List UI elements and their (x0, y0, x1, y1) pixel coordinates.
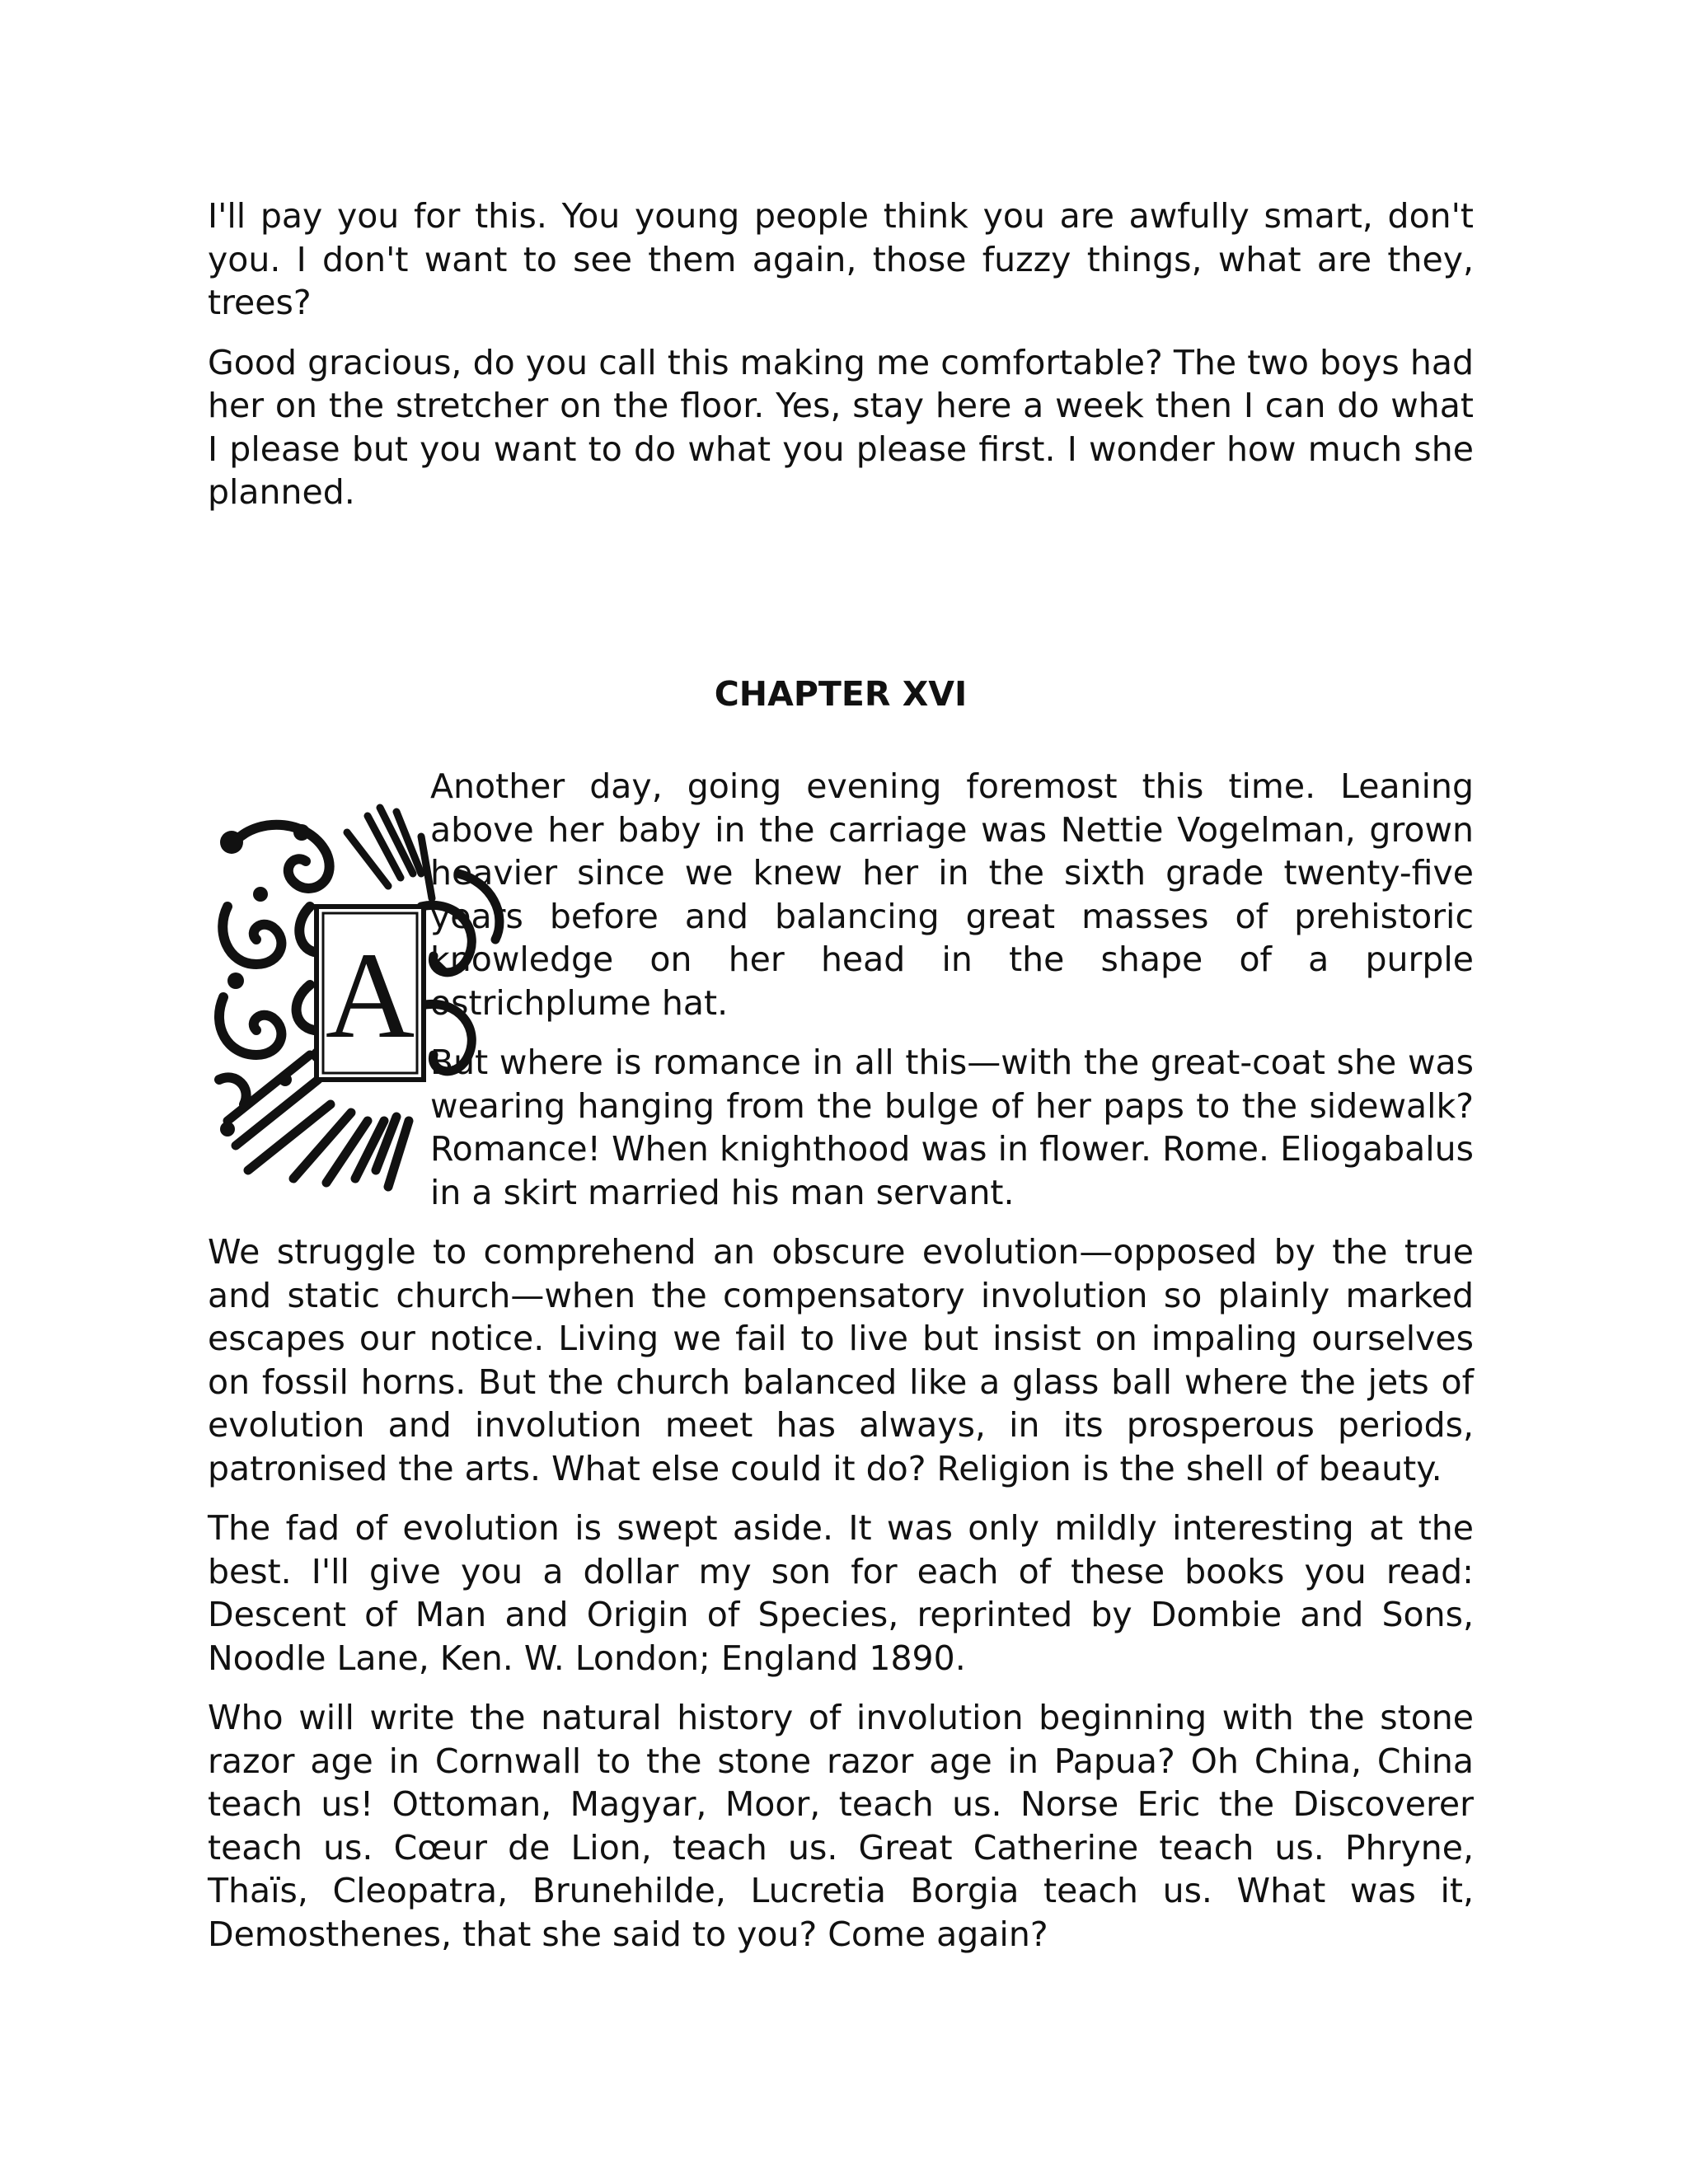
paragraph: I'll pay you for this. You young people think you are awfully smart, don't you. I don't want to see them again, those fuzzy things, what are they, trees? (208, 196, 1474, 322)
continued-text (208, 194, 1474, 514)
paragraph: Who will write the natural history of involution beginning with the stone razor age in Cornwall to the stone razor age in Papua? Oh China, China teach us! Ottoman, Magyar, Moor, teach us. Norse Eric the Discoverer teach us. Cœur de Lion, teach us. Great Catherine teach us. Phryne, Thaïs, Cleopatra, Brunehilde, Lucretia Borgia teach us. What was it, Demosthenes, that she said to you? Come again? (208, 1698, 1474, 1954)
paragraph: We struggle to comprehend an obscure evolution—opposed by the true and static church—when the compensatory involution so plainly marked escapes our notice. Living we fail to live but insist on impaling ourselves on fossil horns. But the church balanced like a glass ball where the jets of evolution and involution meet has always, in its prosperous periods, patronised the arts. What else could it do? Religion is the shell of beauty. (208, 1232, 1474, 1488)
drop-cap (208, 765, 415, 1192)
chapter-heading: CHAPTER XVI (714, 674, 968, 714)
paragraph: The fad of evolution is swept aside. It was only mildly interesting at the best. I'll give you a dollar my son for each of these books you read: Descent of Man and Origin of Species, reprinted by Dombie and Sons, Noodle Lane, Ken. W. London; England 1890. (208, 1508, 1474, 1678)
ornamental-initial-icon (211, 808, 524, 1187)
paragraph: But where is romance in all this—with the great-coat she was wearing hanging from the bulge of her paps to the sidewalk? Romance! When knighthood was in flower. Rome. Eliogabalus in a skirt married his man servant. (430, 1043, 1474, 1212)
paragraph: Good gracious, do you call this making me comfortable? The two boys had her on the stretcher on the floor. Yes, stay here a week then I can do what I please but you want to do what you please first. I wonder how much she planned. (208, 342, 1474, 512)
page-content (208, 194, 1474, 1954)
chapter-body (208, 765, 1474, 1956)
drop-cap-letter: A (325, 927, 415, 1064)
paragraph: Another day, going evening foremost this time. Leaning above her baby in the carriage was Nettie Vogelman, grown heavier since we knew her in the sixth grade twenty-five years before and balancing great masses of prehistoric knowledge on her head in the shape of a purple ostrichplume hat. (430, 766, 1474, 1023)
